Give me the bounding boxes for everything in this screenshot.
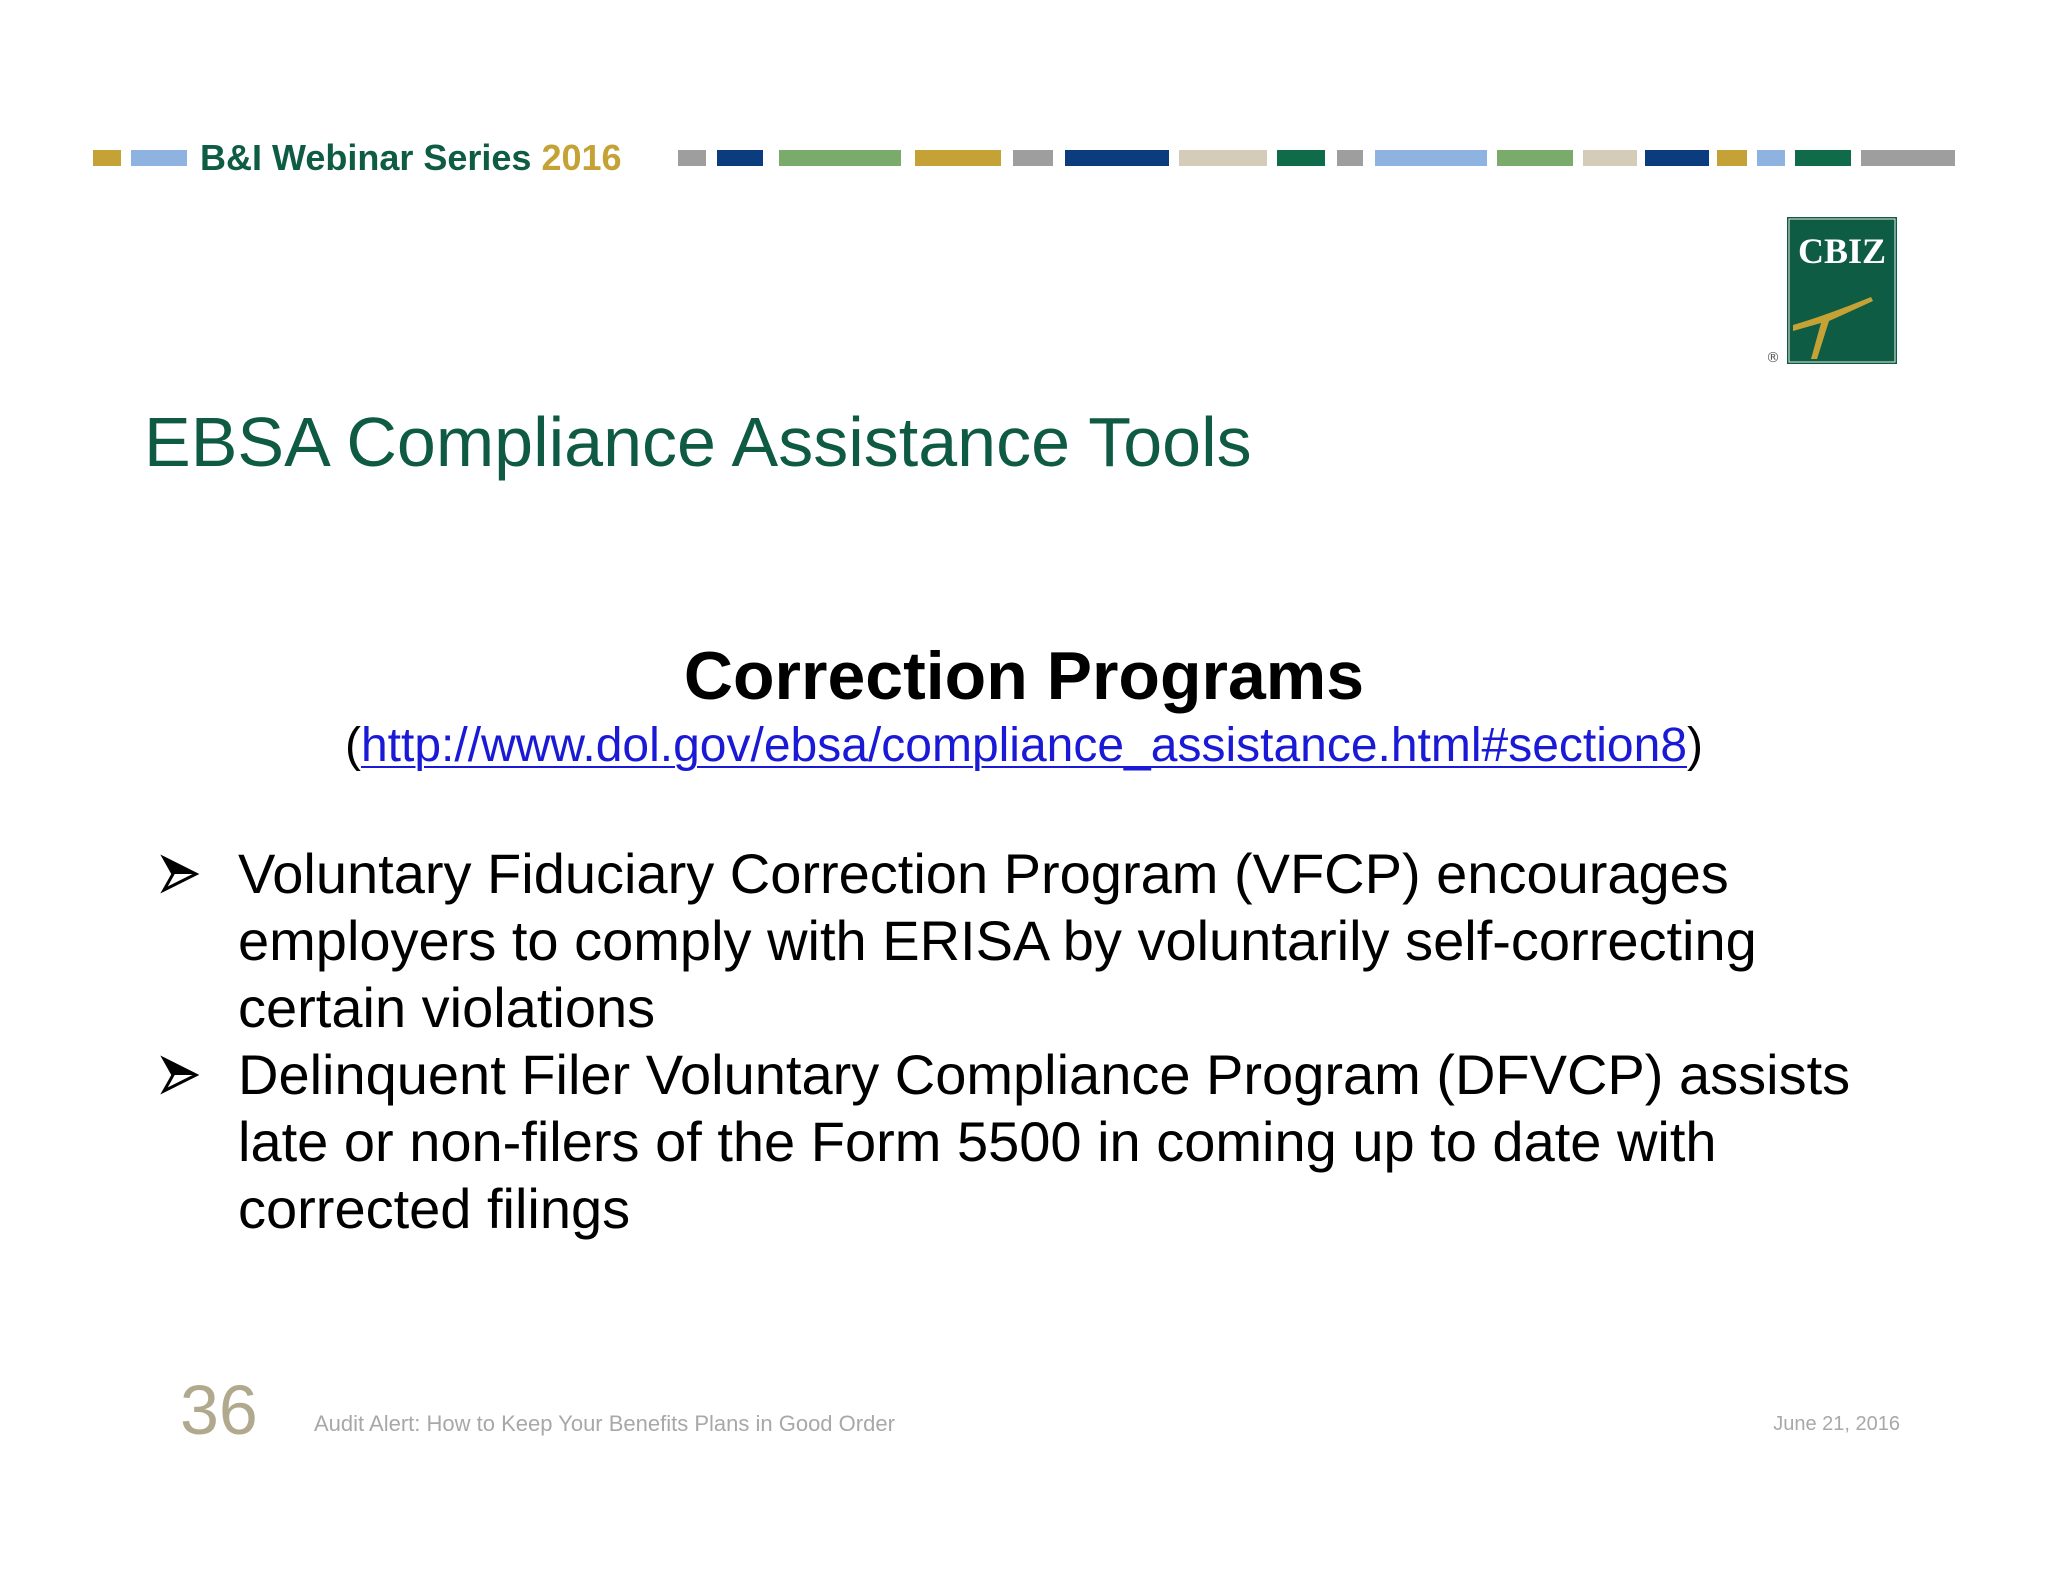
band-segment <box>1645 150 1709 166</box>
band-segment <box>678 150 706 166</box>
band-segment <box>1757 150 1785 166</box>
bullet-list <box>160 840 1920 1242</box>
band-segment <box>1337 150 1363 166</box>
band-segment <box>1497 150 1573 166</box>
band-segment <box>93 150 121 166</box>
bullet-text: Delinquent Filer Voluntary Compliance Program (DFVCP) assists late or non-filers of the Form 5500 in coming up to date with corrected filings <box>238 1043 1851 1240</box>
list-item <box>160 1041 1920 1242</box>
link-open-paren: ( <box>344 719 361 772</box>
series-year: 2016 <box>541 137 622 178</box>
band-segment <box>1375 150 1487 166</box>
band-segment <box>1065 150 1169 166</box>
link-close-paren: ) <box>1687 719 1703 772</box>
bullet-text: Voluntary Fiduciary Correction Program (VFCP) encourages employers to comply with ERISA by voluntarily self-correcting certain violations <box>238 842 1757 1039</box>
band-segment <box>1013 150 1053 166</box>
band-segment <box>779 150 901 166</box>
svg-text:CBIZ: CBIZ <box>1797 231 1887 271</box>
band-segment <box>1179 150 1267 166</box>
correction-programs-link[interactable]: http://www.dol.gov/ebsa/compliance_assistance.html#section8 <box>360 719 1688 772</box>
band-segment <box>1277 150 1325 166</box>
series-name: B&I Webinar Series <box>200 137 532 178</box>
band-segment <box>717 150 763 166</box>
band-segment <box>1795 150 1851 166</box>
page-title: EBSA Compliance Assistance Tools <box>144 403 1252 481</box>
arrowhead-bullet-icon <box>160 1055 200 1095</box>
band-segment <box>1583 150 1637 166</box>
footer-date: June 21, 2016 <box>1773 1413 1900 1435</box>
band-segment <box>131 150 187 166</box>
band-segment <box>915 150 1001 166</box>
registered-mark: ® <box>1766 350 1780 366</box>
section-heading: Correction Programs <box>683 638 1365 714</box>
section-link-line <box>0 718 2048 774</box>
cbiz-logo <box>1787 217 1897 364</box>
list-item <box>160 840 1920 1041</box>
arrowhead-bullet-icon <box>160 854 200 894</box>
page-number: 36 <box>180 1371 258 1449</box>
footer-presentation-title: Audit Alert: How to Keep Your Benefits Plans in Good Order <box>314 1411 895 1436</box>
band-segment <box>1861 150 1955 166</box>
band-segment <box>1717 150 1747 166</box>
webinar-series-title <box>200 137 622 179</box>
